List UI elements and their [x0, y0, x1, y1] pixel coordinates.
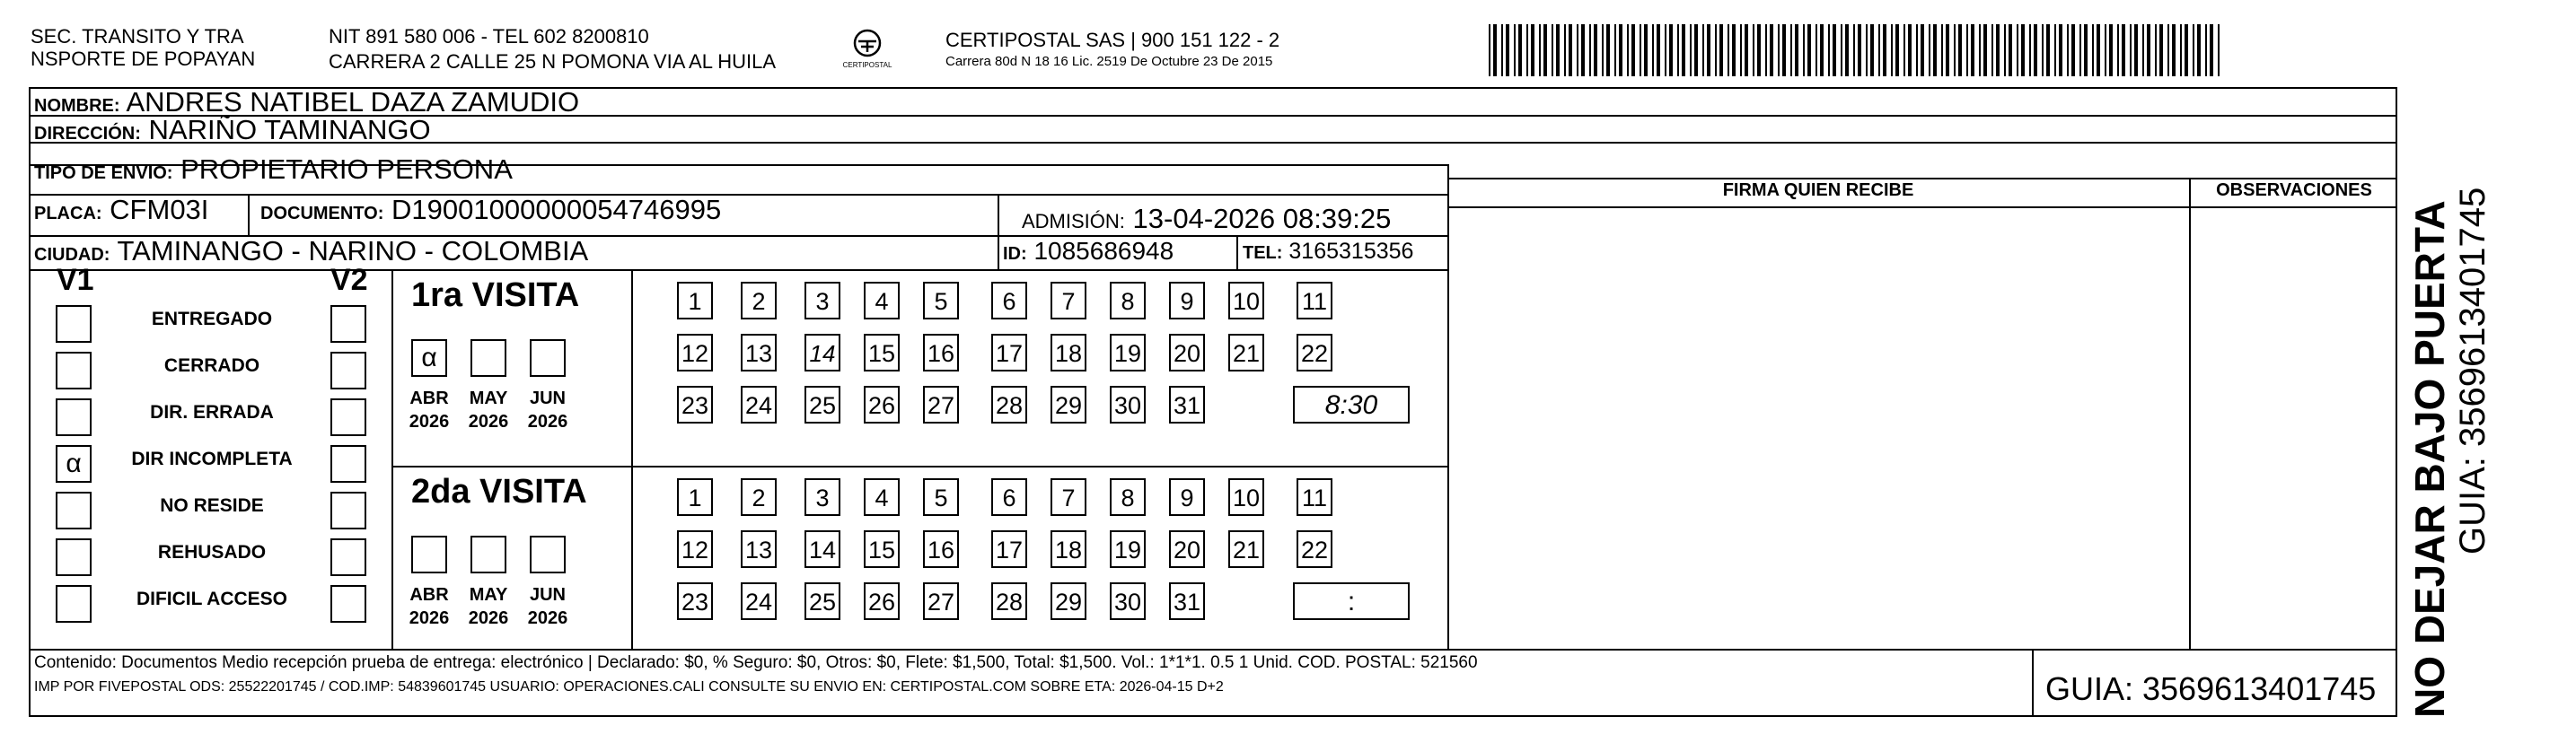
barcode-bar [1619, 24, 1622, 76]
barcode-bar [2009, 24, 2012, 76]
barcode-bar [2185, 24, 2188, 76]
placa-value: CFM03I [110, 194, 209, 225]
barcode-bar [1581, 24, 1585, 76]
v1-checkbox[interactable] [56, 305, 92, 343]
day-box[interactable]: 24 [741, 582, 777, 620]
v1-checkbox[interactable] [56, 585, 92, 623]
v2-checkbox[interactable] [330, 305, 366, 343]
barcode-bar [2117, 24, 2119, 76]
tel-row [1243, 239, 1413, 265]
barcode-bar [2197, 24, 2201, 76]
barcode-bar [2092, 24, 2094, 76]
barcode-bar [1916, 24, 1918, 76]
day-box[interactable]: 23 [677, 582, 713, 620]
observaciones-area[interactable] [2193, 208, 2396, 647]
barcode-bar [1858, 24, 1861, 76]
barcode-bar [1853, 24, 1855, 76]
barcode-bar [1908, 24, 1912, 76]
barcode-bar [1493, 24, 1497, 76]
barcode-bar [2017, 24, 2018, 76]
day-box[interactable]: 9 [1169, 282, 1205, 319]
day-box[interactable]: 10 [1228, 478, 1264, 516]
barcode-bar [1891, 24, 1893, 76]
barcode-bar [1531, 24, 1534, 76]
barcode-bar [1614, 24, 1616, 76]
barcode-bar [1518, 24, 1522, 76]
day-box[interactable]: 27 [923, 582, 959, 620]
barcode-bar [1514, 24, 1516, 76]
barcode-bar [1991, 24, 1993, 76]
barcode-bar [1694, 24, 1698, 76]
barcode-bar [1539, 24, 1541, 76]
day-box[interactable]: 31 [1169, 386, 1205, 424]
company-line: CERTIPOSTAL SAS | 900 151 122 - 2 [945, 29, 1280, 51]
barcode-bar [1569, 24, 1572, 76]
v2-label: V2 [330, 263, 368, 297]
status-option-label: NO RESIDE [160, 495, 264, 516]
day-box[interactable]: 15 [864, 334, 900, 371]
footer-contenido: Contenido: Documentos Medio recepción prueba de entrega: electrónico | Declarado: $0, % Seguro: $0, Otros: $0, Flete: $1,500, Total: $1,500. Vol.: 1*1*1. 0.5 1 Unid. COD. POSTAL: 521560 [34, 653, 1478, 672]
day-box[interactable]: 17 [991, 530, 1027, 568]
barcode-bar [1577, 24, 1578, 76]
barcode-bar [1921, 24, 1924, 76]
sender-line-2: NSPORTE DE POPAYAN [31, 48, 256, 70]
barcode-bar [2142, 24, 2144, 76]
barcode-bar [2155, 24, 2157, 76]
barcode-bar [1677, 24, 1679, 76]
day-box[interactable]: 18 [1051, 334, 1086, 371]
documento-row [260, 194, 721, 226]
tipo-row [34, 153, 513, 186]
barcode-bar [1778, 24, 1780, 76]
barcode-bar [1602, 24, 1604, 76]
time-box[interactable]: 8:30 [1293, 386, 1410, 424]
day-box[interactable]: 5 [923, 478, 959, 516]
v1-checkbox[interactable] [56, 398, 92, 436]
day-box[interactable]: 6 [991, 478, 1027, 516]
v1-checkbox[interactable] [56, 538, 92, 576]
certipostal-logo [842, 27, 892, 72]
day-box[interactable]: 1 [677, 282, 713, 319]
barcode-bar [1606, 24, 1610, 76]
barcode-bar [2105, 24, 2106, 76]
day-box[interactable]: 26 [864, 582, 900, 620]
day-box[interactable]: 6 [991, 282, 1027, 319]
day-box[interactable]: 19 [1110, 530, 1146, 568]
day-box[interactable]: 8 [1110, 478, 1146, 516]
documento-value: D19001000000054746995 [391, 194, 722, 225]
barcode-bar [2042, 24, 2044, 76]
month-label: JUN [529, 389, 566, 408]
barcode-bar [1983, 24, 1987, 76]
barcode-bar [1594, 24, 1597, 76]
day-box[interactable]: 27 [923, 386, 959, 424]
day-box[interactable]: 11 [1297, 478, 1332, 516]
barcode-bar [1732, 24, 1736, 76]
day-box[interactable]: 31 [1169, 582, 1205, 620]
id-label: ID: [1003, 244, 1027, 264]
barcode-bar [1707, 24, 1710, 76]
barcode-bar [2122, 24, 2125, 76]
day-box[interactable]: 5 [923, 282, 959, 319]
month-year: 2026 [527, 608, 568, 628]
barcode-bar [1526, 24, 1528, 76]
barcode-bar [2180, 24, 2182, 76]
month-label: JUN [529, 585, 566, 605]
month-year: 2026 [468, 608, 509, 628]
day-box[interactable]: 8 [1110, 282, 1146, 319]
nombre-label: NOMBRE: [34, 96, 120, 116]
barcode-bar [1941, 24, 1943, 76]
day-box[interactable]: 12 [677, 334, 713, 371]
month-year: 2026 [468, 412, 509, 432]
day-box[interactable]: 1 [677, 478, 713, 516]
barcode [1489, 24, 2225, 76]
barcode-bar [1690, 24, 1692, 76]
barcode-bar [1929, 24, 1930, 76]
placa-row [34, 194, 208, 226]
day-box[interactable]: 10 [1228, 282, 1264, 319]
barcode-bar [1702, 24, 1704, 76]
month-checkbox[interactable] [530, 339, 566, 377]
v1-checkbox[interactable] [56, 445, 92, 483]
month-label: MAY [469, 585, 508, 605]
v1-checkbox[interactable] [56, 352, 92, 389]
barcode-bar [1765, 24, 1767, 76]
license-line: Carrera 80d N 18 16 Lic. 2519 De Octubre 23 De 2015 [945, 54, 1273, 69]
day-box[interactable]: 2 [741, 478, 777, 516]
tipo-label: TIPO DE ENVIO: [34, 163, 173, 183]
month-label: ABR [409, 585, 449, 605]
barcode-bar [1640, 24, 1641, 76]
id-value: 1085686948 [1033, 237, 1174, 265]
month-checkbox[interactable] [411, 536, 447, 573]
status-option-label: ENTREGADO [151, 309, 273, 329]
day-box[interactable]: 22 [1297, 530, 1332, 568]
day-box[interactable]: 30 [1110, 386, 1146, 424]
visit-title: 2da VISITA [411, 473, 587, 511]
month-checkbox[interactable] [530, 536, 566, 573]
barcode-bar [1870, 24, 1874, 76]
barcode-bar [1682, 24, 1685, 76]
barcode-bar [1933, 24, 1937, 76]
barcode-bar [1543, 24, 1547, 76]
v2-checkbox[interactable] [330, 492, 366, 529]
barcode-bar [2130, 24, 2132, 76]
day-box[interactable]: 25 [804, 386, 840, 424]
logo-caption: CERTIPOSTAL [842, 61, 892, 69]
barcode-bar [2046, 24, 2050, 76]
barcode-bar [2205, 24, 2207, 76]
barcode-bar [1954, 24, 1956, 76]
time-box[interactable]: : [1293, 582, 1410, 620]
day-handwritten-mark: 14 [809, 340, 836, 367]
v2-checkbox[interactable] [330, 398, 366, 436]
day-box[interactable]: 3 [804, 282, 840, 319]
ciudad-label: CIUDAD: [34, 245, 110, 265]
barcode-bar [1966, 24, 1968, 76]
day-box[interactable]: 26 [864, 386, 900, 424]
day-box[interactable]: 24 [741, 386, 777, 424]
ciudad-row [34, 235, 588, 267]
day-box[interactable]: 21 [1228, 530, 1264, 568]
barcode-bar [2059, 24, 2062, 76]
day-box[interactable]: 16 [923, 334, 959, 371]
id-row [1003, 237, 1174, 266]
barcode-bar [1782, 24, 1786, 76]
month-label: ABR [409, 389, 449, 408]
barcode-bar [1669, 24, 1673, 76]
barcode-bar [2079, 24, 2081, 76]
barcode-bar [2109, 24, 2113, 76]
barcode-bar [1552, 24, 1553, 76]
barcode-bar [1828, 24, 1830, 76]
barcode-bar [2193, 24, 2194, 76]
barcode-bar [1652, 24, 1654, 76]
barcode-bar [2167, 24, 2169, 76]
barcode-bar [1657, 24, 1660, 76]
address-line: CARRERA 2 CALLE 25 N POMONA VIA AL HUILA [329, 50, 777, 73]
barcode-bar [1501, 24, 1503, 76]
day-box[interactable]: 19 [1110, 334, 1146, 371]
barcode-bar [1958, 24, 1962, 76]
barcode-bar [1728, 24, 1729, 76]
status-option-label: DIR INCOMPLETA [131, 449, 293, 469]
barcode-bar [2159, 24, 2163, 76]
barcode-bar [1770, 24, 1773, 76]
tipo-value: PROPIETARIO PERSONA [180, 153, 513, 185]
barcode-bar [1845, 24, 1849, 76]
barcode-bar [1803, 24, 1805, 76]
month-checkbox[interactable] [470, 536, 506, 573]
admision-label: ADMISIÓN: [1022, 210, 1125, 232]
day-box[interactable]: 18 [1051, 530, 1086, 568]
barcode-bar [1627, 24, 1629, 76]
barcode-bar [1878, 24, 1880, 76]
barcode-bar [2147, 24, 2150, 76]
ciudad-value: TAMINANGO - NARINO - COLOMBIA [117, 235, 589, 267]
status-option-label: DIR. ERRADA [150, 402, 274, 423]
barcode-bar [1820, 24, 1824, 76]
barcode-bar [2218, 24, 2220, 76]
v2-checkbox[interactable] [330, 585, 366, 623]
barcode-bar [2084, 24, 2088, 76]
v1-check-mark: α [66, 449, 82, 478]
day-box[interactable]: 13 [741, 334, 777, 371]
v1-label: V1 [57, 263, 94, 297]
barcode-bar [1589, 24, 1591, 76]
documento-label: DOCUMENTO: [260, 204, 384, 223]
day-box[interactable]: 7 [1051, 282, 1086, 319]
barcode-bar [2054, 24, 2056, 76]
barcode-bar [2172, 24, 2176, 76]
barcode-bar [1816, 24, 1817, 76]
v2-checkbox[interactable] [330, 538, 366, 576]
barcode-bar [1631, 24, 1635, 76]
month-checkbox[interactable] [411, 339, 447, 377]
barcode-bar [1833, 24, 1836, 76]
day-box[interactable]: 9 [1169, 478, 1205, 516]
day-box[interactable]: 20 [1169, 334, 1205, 371]
barcode-bar [2210, 24, 2213, 76]
barcode-bar [2034, 24, 2037, 76]
barcode-bar [1895, 24, 1899, 76]
day-box[interactable]: 13 [741, 530, 777, 568]
barcode-bar [1753, 24, 1754, 76]
nit-line: NIT 891 580 006 - TEL 602 8200810 [329, 25, 649, 48]
day-box[interactable]: 14 [804, 530, 840, 568]
status-option-label: DIFICIL ACCESO [136, 589, 287, 609]
tel-value: 3165315356 [1288, 239, 1414, 264]
direccion-value: NARIÑO TAMINANGO [148, 114, 431, 145]
day-box[interactable]: 22 [1297, 334, 1332, 371]
barcode-bar [1715, 24, 1717, 76]
barcode-bar [1971, 24, 1974, 76]
barcode-bar [1564, 24, 1566, 76]
day-box[interactable]: 29 [1051, 582, 1086, 620]
month-check-mark: α [421, 343, 437, 372]
barcode-bar [1841, 24, 1842, 76]
side-guia: GUIA: 3569613401745 [2453, 187, 2492, 555]
barcode-bar [1883, 24, 1886, 76]
barcode-bar [1807, 24, 1811, 76]
firma-header: FIRMA QUIEN RECIBE [1722, 180, 1914, 200]
barcode-bar [1903, 24, 1905, 76]
day-box[interactable]: 7 [1051, 478, 1086, 516]
day-box[interactable]: 3 [804, 478, 840, 516]
barcode-bar [1556, 24, 1560, 76]
nombre-value: ANDRES NATIBEL DAZA ZAMUDIO [126, 86, 580, 118]
day-box[interactable]: 12 [677, 530, 713, 568]
v2-checkbox[interactable] [330, 445, 366, 483]
barcode-bar [2029, 24, 2031, 76]
status-option-label: CERRADO [163, 355, 260, 376]
day-box[interactable]: 23 [677, 386, 713, 424]
barcode-bar [1489, 24, 1490, 76]
barcode-bar [2004, 24, 2006, 76]
barcode-bar [1795, 24, 1798, 76]
day-box[interactable]: 28 [991, 582, 1027, 620]
barcode-bar [1757, 24, 1761, 76]
barcode-bar [1996, 24, 2000, 76]
barcode-bar [2071, 24, 2075, 76]
barcode-bar [1665, 24, 1666, 76]
day-box[interactable]: 28 [991, 386, 1027, 424]
barcode-bar [1866, 24, 1868, 76]
month-year: 2026 [409, 412, 450, 432]
firma-area[interactable] [1451, 208, 2187, 647]
day-box[interactable]: 16 [923, 530, 959, 568]
v1-checkbox[interactable] [56, 492, 92, 529]
barcode-bar [1719, 24, 1723, 76]
observaciones-header: OBSERVACIONES [2216, 180, 2372, 200]
day-box[interactable]: 29 [1051, 386, 1086, 424]
no-dejar-bajo-puerta: NO DEJAR BAJO PUERTA [2406, 200, 2453, 718]
day-box[interactable]: 21 [1228, 334, 1264, 371]
day-box[interactable] [804, 334, 840, 371]
month-label: MAY [469, 389, 508, 408]
status-option-label: REHUSADO [157, 542, 267, 563]
barcode-bar [1745, 24, 1748, 76]
month-year: 2026 [409, 608, 450, 628]
day-box[interactable]: 15 [864, 530, 900, 568]
barcode-bar [1946, 24, 1949, 76]
direccion-row [34, 114, 431, 146]
day-box[interactable]: 30 [1110, 582, 1146, 620]
day-box[interactable]: 4 [864, 478, 900, 516]
day-box[interactable]: 11 [1297, 282, 1332, 319]
barcode-bar [2021, 24, 2025, 76]
day-box[interactable]: 2 [741, 282, 777, 319]
admision-value: 13-04-2026 08:39:25 [1132, 203, 1392, 234]
barcode-bar [2067, 24, 2069, 76]
admision-row [1022, 203, 1391, 235]
day-box[interactable]: 4 [864, 282, 900, 319]
placa-label: PLACA: [34, 204, 102, 223]
barcode-bar [1790, 24, 1792, 76]
day-box[interactable]: 17 [991, 334, 1027, 371]
v2-checkbox[interactable] [330, 352, 366, 389]
day-box[interactable]: 20 [1169, 530, 1205, 568]
barcode-bar [1644, 24, 1648, 76]
day-box[interactable]: 25 [804, 582, 840, 620]
direccion-label: DIRECCIÓN: [34, 124, 141, 144]
sender-line-1: SEC. TRANSITO Y TRA [31, 25, 244, 48]
footer-imp: IMP POR FIVEPOSTAL ODS: 25522201745 / COD.IMP: 54839601745 USUARIO: OPERACIONES.CALI CONSULTE SU ENVIO EN: CERTIPOSTAL.COM SOBRE ETA: 2026-04-15 D+2 [34, 679, 1224, 695]
tel-label: TEL: [1243, 243, 1283, 263]
month-year: 2026 [527, 412, 568, 432]
month-checkbox[interactable] [470, 339, 506, 377]
barcode-bar [1740, 24, 1742, 76]
barcode-bar [1506, 24, 1509, 76]
visit-title: 1ra VISITA [411, 276, 580, 314]
barcode-bar [1979, 24, 1981, 76]
footer-guia: GUIA: 3569613401745 [2045, 670, 2377, 707]
barcode-bar [2097, 24, 2100, 76]
barcode-bar [2134, 24, 2138, 76]
